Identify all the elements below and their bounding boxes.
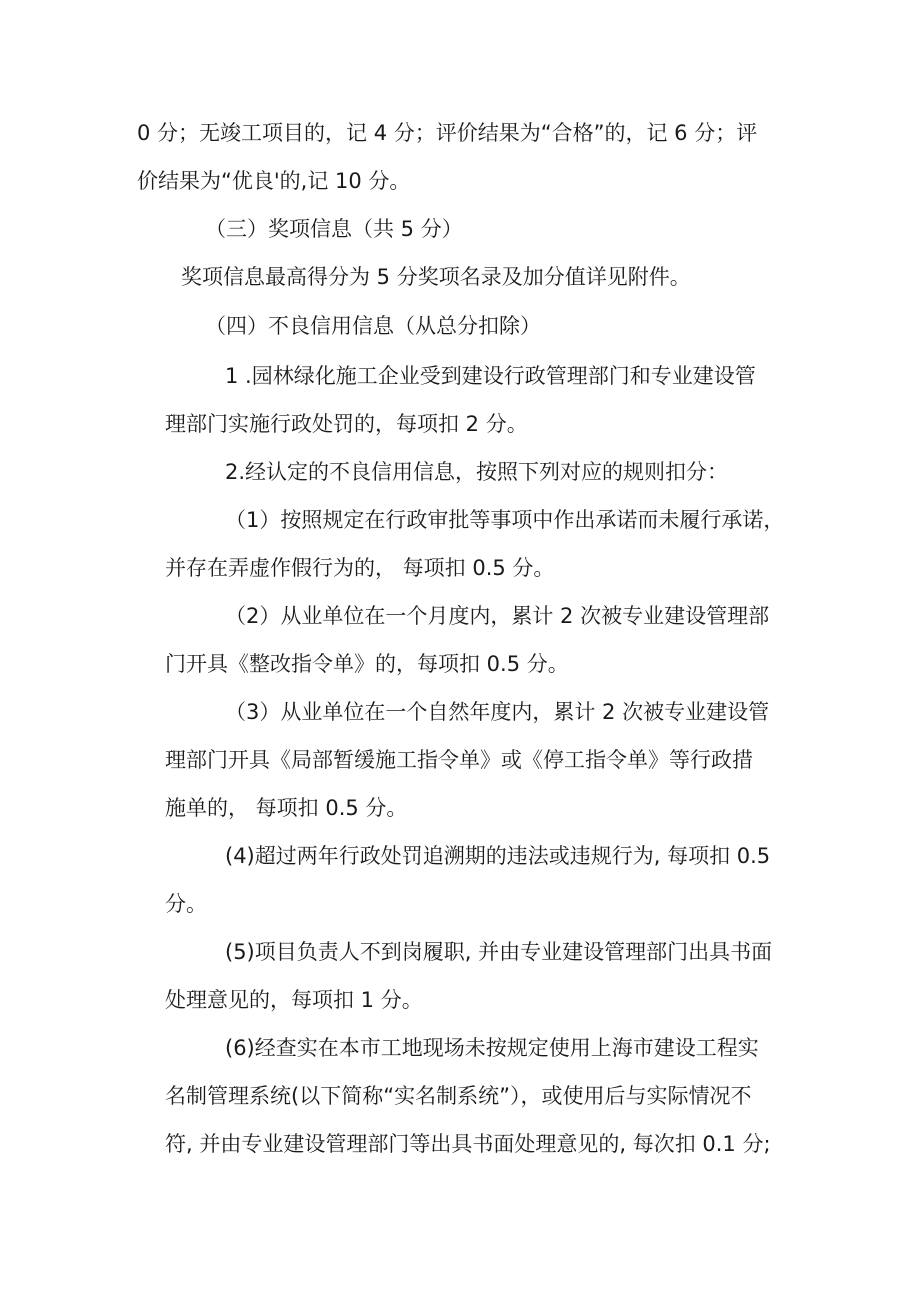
text-line-8: 2.经认定的不良信用信息，按照下列对应的规则扣分： [225,460,729,484]
text-line-11: （2）从业单位在一个月度内，累计 2 次被专业建设管理部 [225,604,770,628]
section-heading-4: （四）不良信用信息（从总分扣除） [205,314,541,338]
text-line-2: 价结果为“优良'的,记 10 分。 [137,169,411,193]
text-line-6: 1 .园林绿化施工企业受到建设行政管理部门和专业建设管 [225,364,756,388]
text-line-15: 施单的， 每项扣 0.5 分。 [165,796,408,820]
text-line-17: 分。 [165,892,207,916]
section-heading-3: （三）奖项信息（共 5 分） [205,217,463,241]
text-line-22: 符, 并由专业建设管理部门等出具书面处理意见的, 每次扣 0.1 分; [165,1132,771,1156]
text-line-20: (6)经查实在本市工地现场未按规定使用上海市建设工程实 [225,1036,759,1060]
text-line-9: （1）按照规定在行政审批等事项中作出承诺而未履行承诺， [225,508,785,532]
text-line-13: （3）从业单位在一个自然年度内，累计 2 次被专业建设管 [225,700,770,724]
text-line-19: 处理意见的，每项扣 1 分。 [165,988,423,1012]
text-line-16: (4)超过两年行政处罚追溯期的违法或违规行为, 每项扣 0.5 [225,844,771,868]
text-line-7: 理部门实施行政处罚的，每项扣 2 分。 [165,412,528,436]
text-line-4: 奖项信息最高得分为 5 分奖项名录及加分值详见附件。 [181,265,691,289]
text-line-10: 并存在弄虚作假行为的， 每项扣 0.5 分。 [165,556,555,580]
text-line-1: 0 分；无竣工项目的，记 4 分；评价结果为“合格”的，记 6 分；评 [137,121,758,145]
text-line-14: 理部门开具《局部暂缓施工指令单》或《停工指令单》等行政措 [165,748,753,772]
text-line-18: (5)项目负责人不到岗履职, 并由专业建设管理部门出具书面 [225,940,773,964]
text-line-12: 门开具《整改指令单》的，每项扣 0.5 分。 [165,652,569,676]
text-line-21: 名制管理系统(以下简称“实名制系统”），或使用后与实际情况不 [165,1084,752,1108]
